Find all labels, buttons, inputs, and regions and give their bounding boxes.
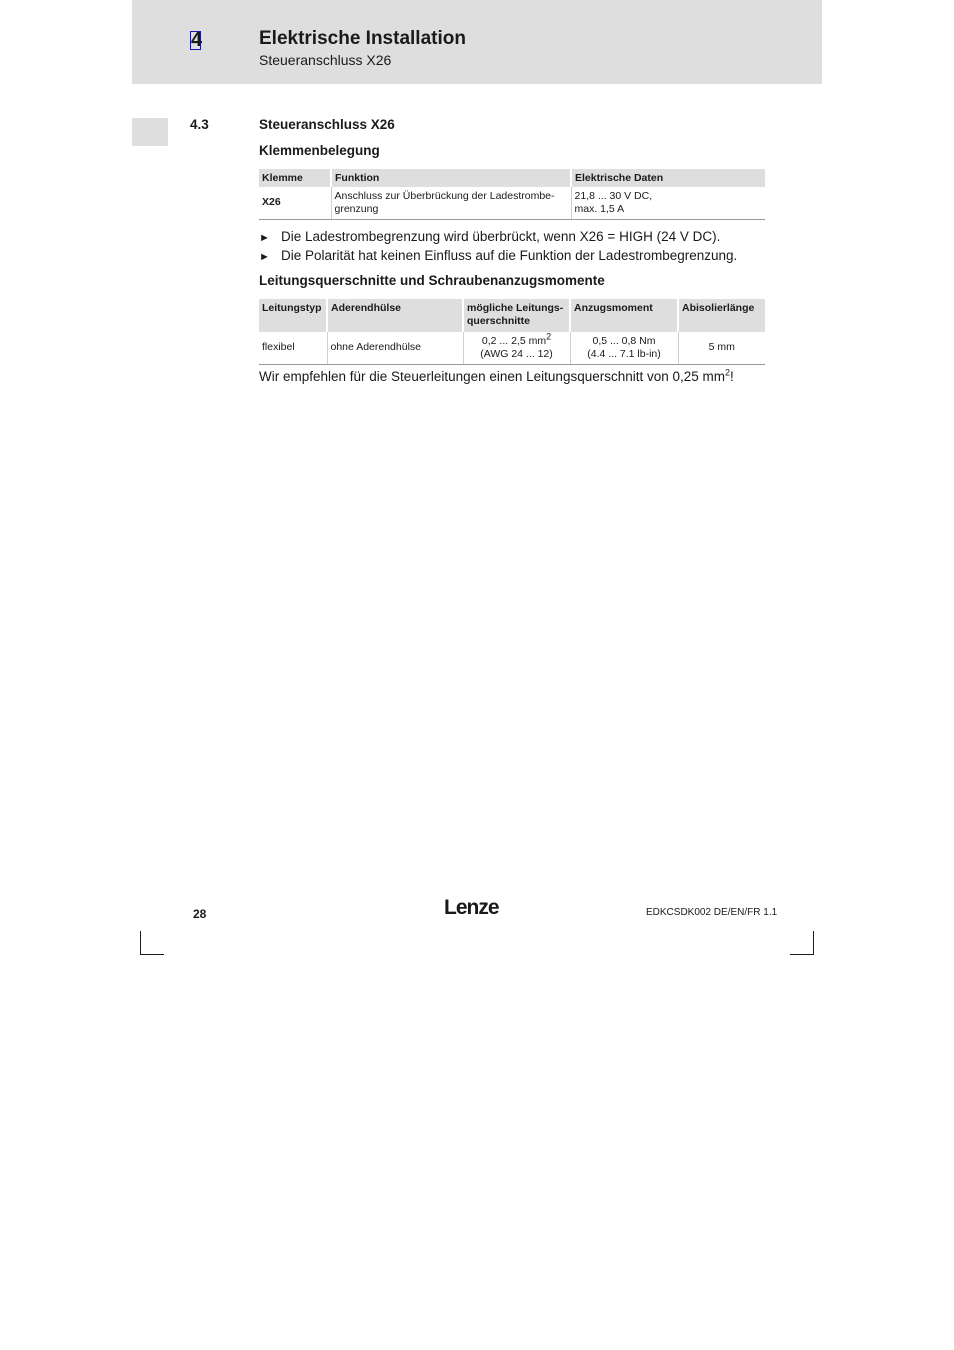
cross-section-value: 0,2 ... 2,5 mm [481,334,547,347]
chapter-title: Elektrische Installation [259,28,466,49]
torque-line: 0,5 ... 0,8 Nm [592,334,656,347]
torque-line: (4.4 ... 7.1 lb-in) [587,347,661,360]
section-title: Steueranschluss X26 [259,117,395,132]
side-tab [132,118,168,146]
electrical-data-cell [571,187,765,219]
terminal-assignment-table [259,169,765,220]
cross-section-cell [463,332,570,364]
table-header-row [259,169,765,187]
chapter-subtitle: Steueranschluss X26 [259,52,392,68]
recommendation-text [259,369,734,384]
notes-list [259,227,737,265]
column-header-line: mögliche Leitungs- [467,302,564,314]
cross-section-line [467,331,567,348]
ferrule-cell: ohne Aderendhülse [327,332,463,364]
recommendation-end: ! [730,369,734,384]
function-cell [331,187,571,219]
superscript: 2 [546,331,552,342]
column-header-ferrule: Aderendhülse [327,299,463,332]
cross-section-line: (AWG 24 ... 12) [480,347,553,360]
note-text: Die Ladestrombegrenzung wird überbrückt, wenn X26 = HIGH (24 V DC). [281,229,721,244]
strip-length-cell: 5 mm [678,332,765,364]
list-item [259,246,737,265]
header-band [132,0,822,84]
recommendation-body: Wir empfehlen für die Steuerleitungen einen Leitungsquerschnitt von 0,25 mm [259,369,726,384]
note-text: Die Polarität hat keinen Einfluss auf die Funktion der Ladestrombegrenzung. [281,248,738,263]
crop-mark-right-horizontal [790,954,814,955]
torque-cell [570,332,678,364]
cable-table-heading: Leitungsquerschnitte und Schraubenanzugsmomente [259,273,605,288]
column-header-function: Funktion [331,169,571,187]
chapter-number: 4 [191,29,203,51]
column-header-terminal: Klemme [259,169,331,187]
list-item [259,227,737,246]
superscript: 2 [725,367,731,378]
column-header-electrical-data: Elektrische Daten [571,169,765,187]
table-row [259,332,765,364]
column-header-cable-type: Leitungstyp [259,299,327,332]
crop-mark-right-vertical [813,931,814,955]
column-header-line: querschnitte [467,315,531,327]
column-header-torque: Anzugsmoment [570,299,678,332]
page-number: 28 [193,907,207,921]
electrical-data-line: max. 1,5 A [574,202,625,215]
table-header-row [259,299,765,332]
electrical-data-line: 21,8 ... 30 V DC, [574,189,653,202]
brand-logo: Lenze [444,896,499,919]
cable-type-cell: flexibel [259,332,327,364]
column-header-strip-length: Abisolierlänge [678,299,765,332]
function-line: Anschluss zur Überbrückung der Ladestrombe- [334,189,555,202]
column-header-cross-section [463,299,570,332]
crop-mark-left-vertical [140,931,141,955]
section-number: 4.3 [190,117,209,132]
crop-mark-left-horizontal [140,954,164,955]
document-code: EDKCSDK002 DE/EN/FR 1.1 [646,907,778,918]
triangle-bullet-icon: ► [259,251,270,263]
table-row [259,187,765,219]
terminal-assignment-heading: Klemmenbelegung [259,143,380,158]
function-line: grenzung [334,202,379,215]
triangle-bullet-icon: ► [259,232,270,244]
cable-table [259,299,765,365]
terminal-cell: X26 [259,187,331,219]
